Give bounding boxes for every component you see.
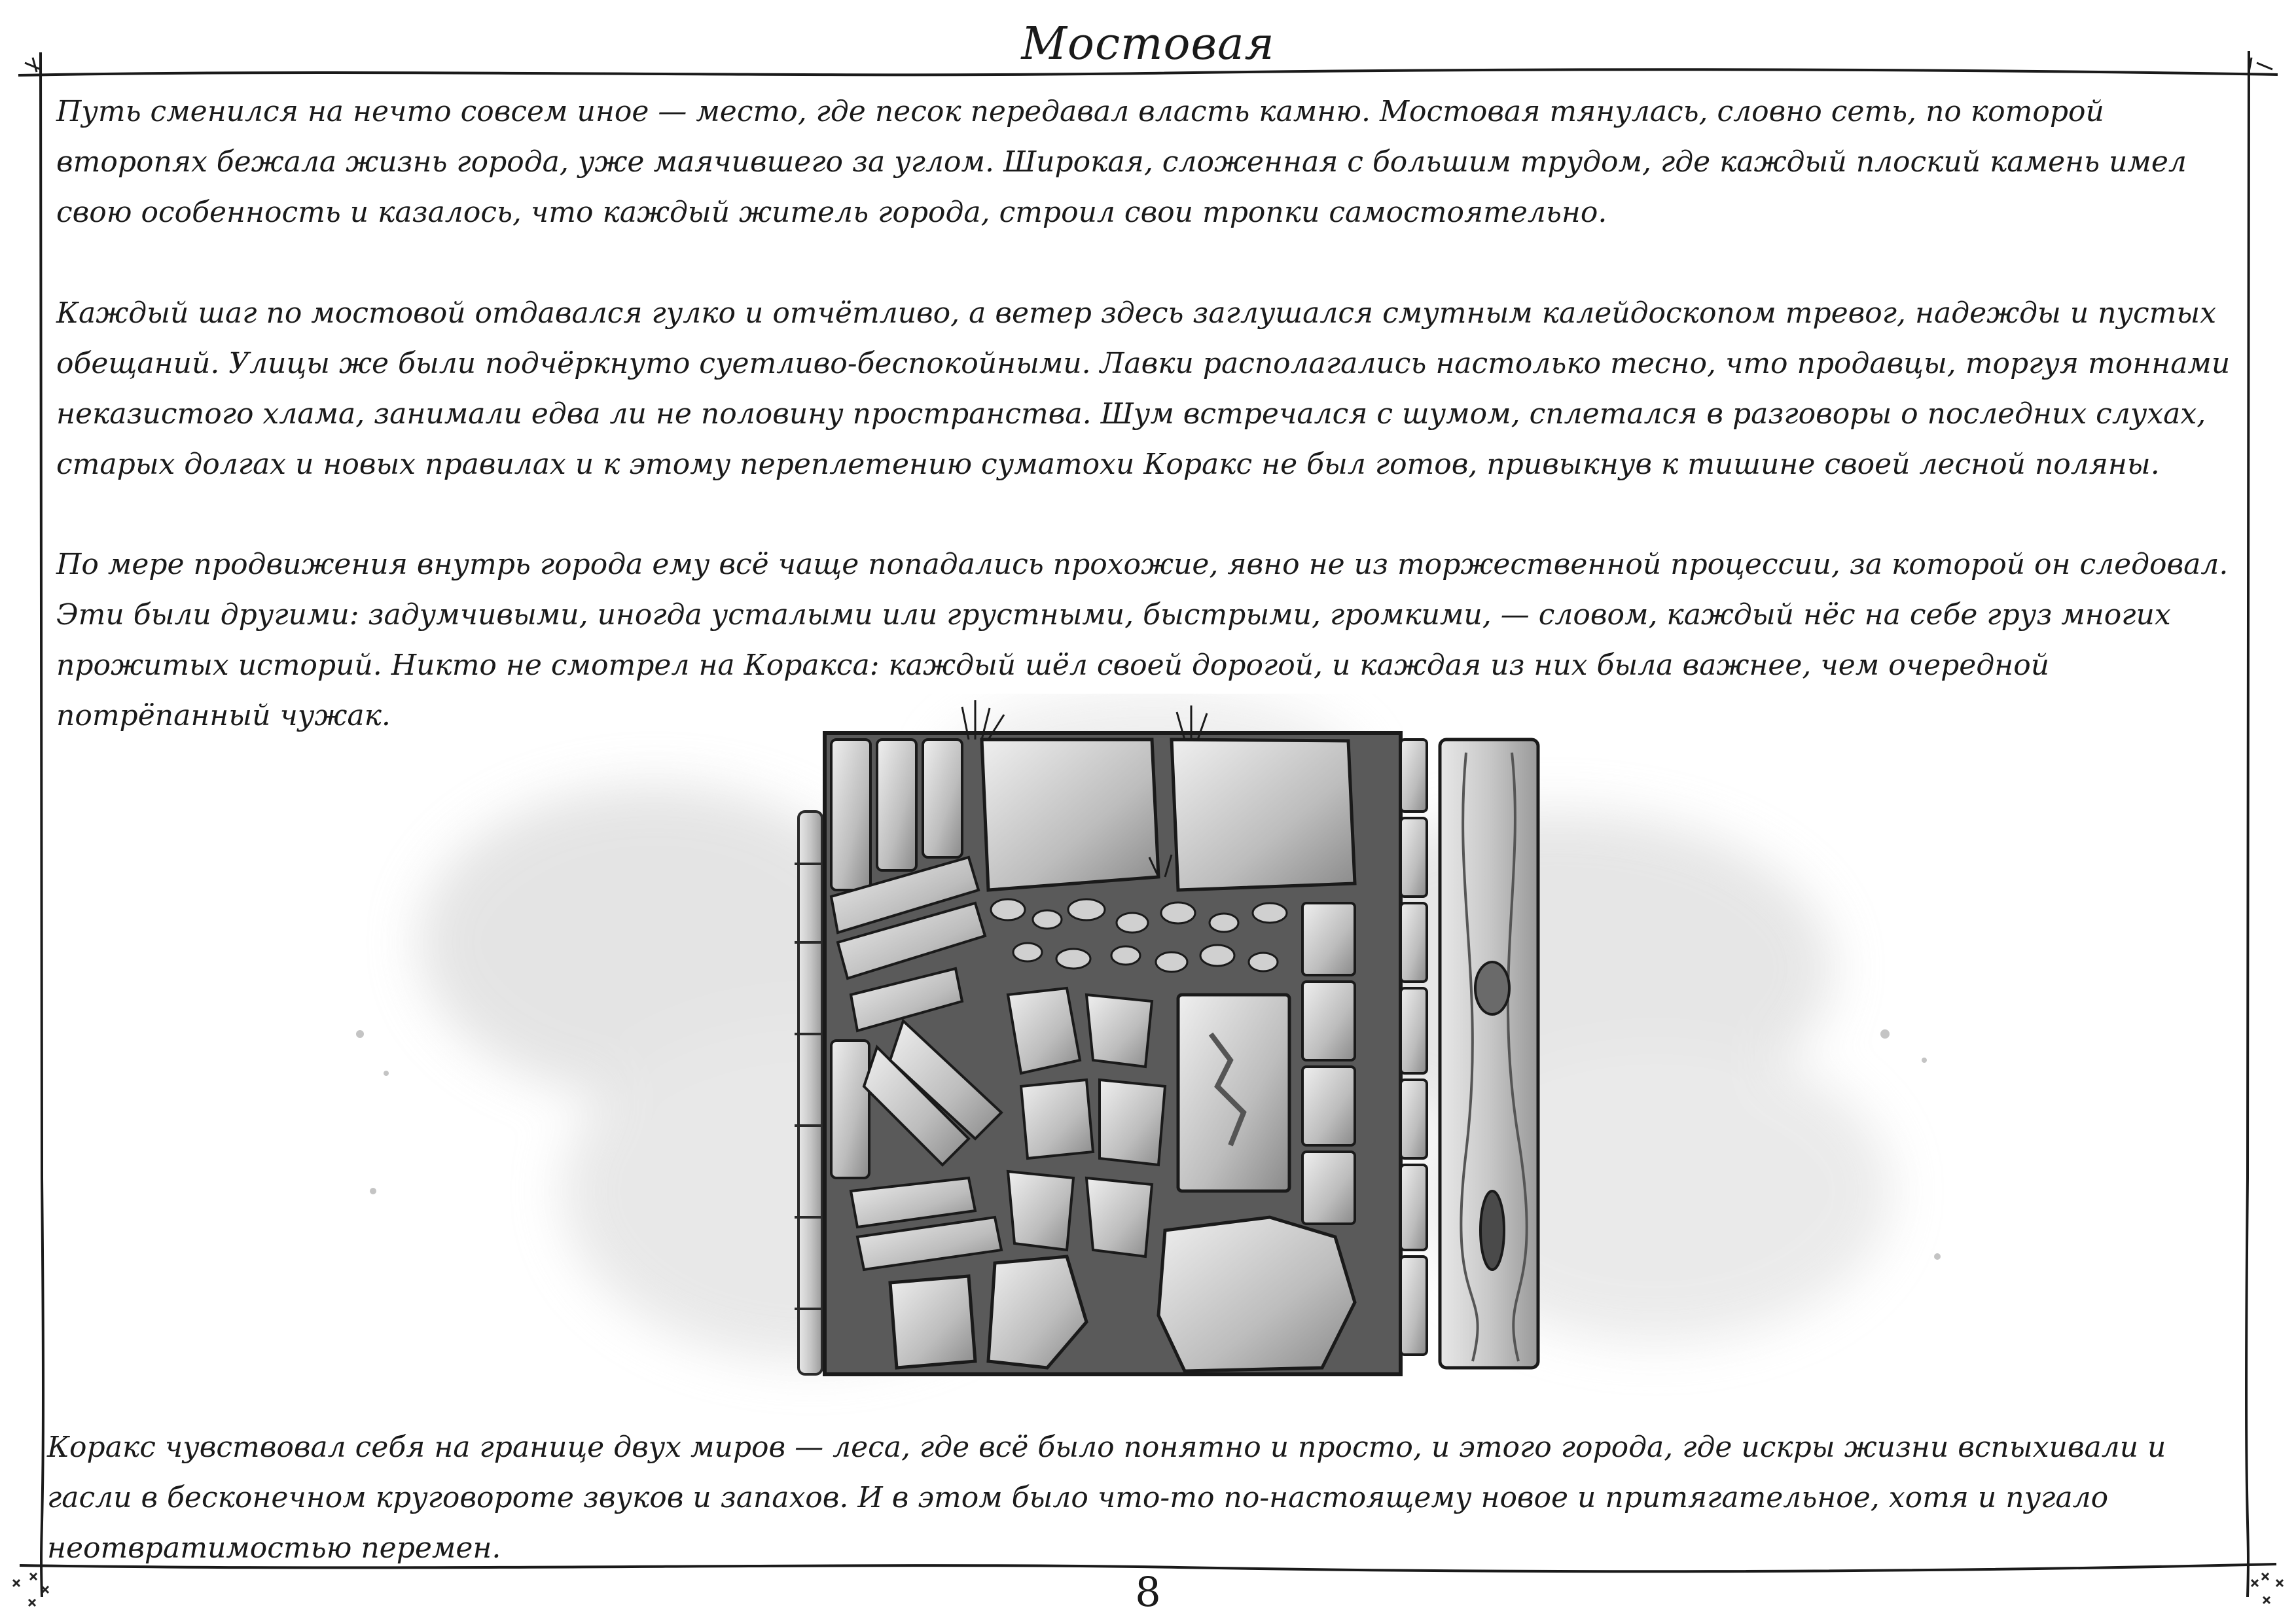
page-number: 8 (1135, 1568, 1161, 1616)
right-edging (1401, 740, 1427, 1355)
paragraph-3: По мере продвижения внутрь города ему всё чаще попадались прохожие, явно не из торжественной процессии, за которой он следовал. Эти были другими: задумчивыми, иногда усталыми или грустными, быстрыми, громкими, — словом, каждый нёс на себе груз многих прожитых историй. Никто не смотрел на Коракса: каждый шёл своей дорогой, и каждая из них была важнее, чем очередной потрёпанный чужак. (56, 548, 2229, 732)
rune-slab (1178, 995, 1289, 1191)
left-rail (795, 812, 826, 1374)
pavement-tile (825, 733, 1401, 1374)
frame-left-line (41, 52, 43, 1597)
cobblestone-pavement-tile-icon (314, 694, 1990, 1427)
paragraph-2: Каждый шаг по мостовой отдавался гулко и отчётливо, а ветер здесь заглушался смутным калейдоскопом тревог, надежды и пустых обещаний. Улицы же были подчёркнуто суетливо-беспокойными. Лавки располагались настолько тесно, что продавцы, торгуя тоннами неказистого хлама, занимали едва ли не половину пространства. Шум встречался с шумом, сплетался в разговоры о последних слухах, старых долгах и новых правилах и к этому переплетению суматохи Коракс не был готов, привыкнув к тишине своей лесной поляны. (56, 296, 2231, 481)
page-title: Мостовая (1021, 18, 1275, 70)
frame-top-line (18, 69, 2278, 75)
paragraph-4: Коракс чувствовал себя на границе двух миров — леса, где всё было понятно и просто, и этого города, где искры жизни вспыхивали и гасли в бесконечном круговороте звуков и запахов. И в этом было что-то по-настоящему новое и притягательное, хотя и пугало неотвратимостью перемен. (47, 1431, 2166, 1565)
paragraph-1: Путь сменился на нечто совсем иное — место, где песок передавал власть камню. Мостовая тянулась, словно сеть, по которой второпях бежала жизнь города, уже маячившего за углом. Широкая, сложенная с большим трудом, где каждый плоский камень имел свою особенность и казалось, что каждый житель города, строил свои тропки самостоятельно. (56, 95, 2187, 229)
frame-right-line (2246, 51, 2249, 1597)
wooden-plank (1440, 740, 1538, 1368)
